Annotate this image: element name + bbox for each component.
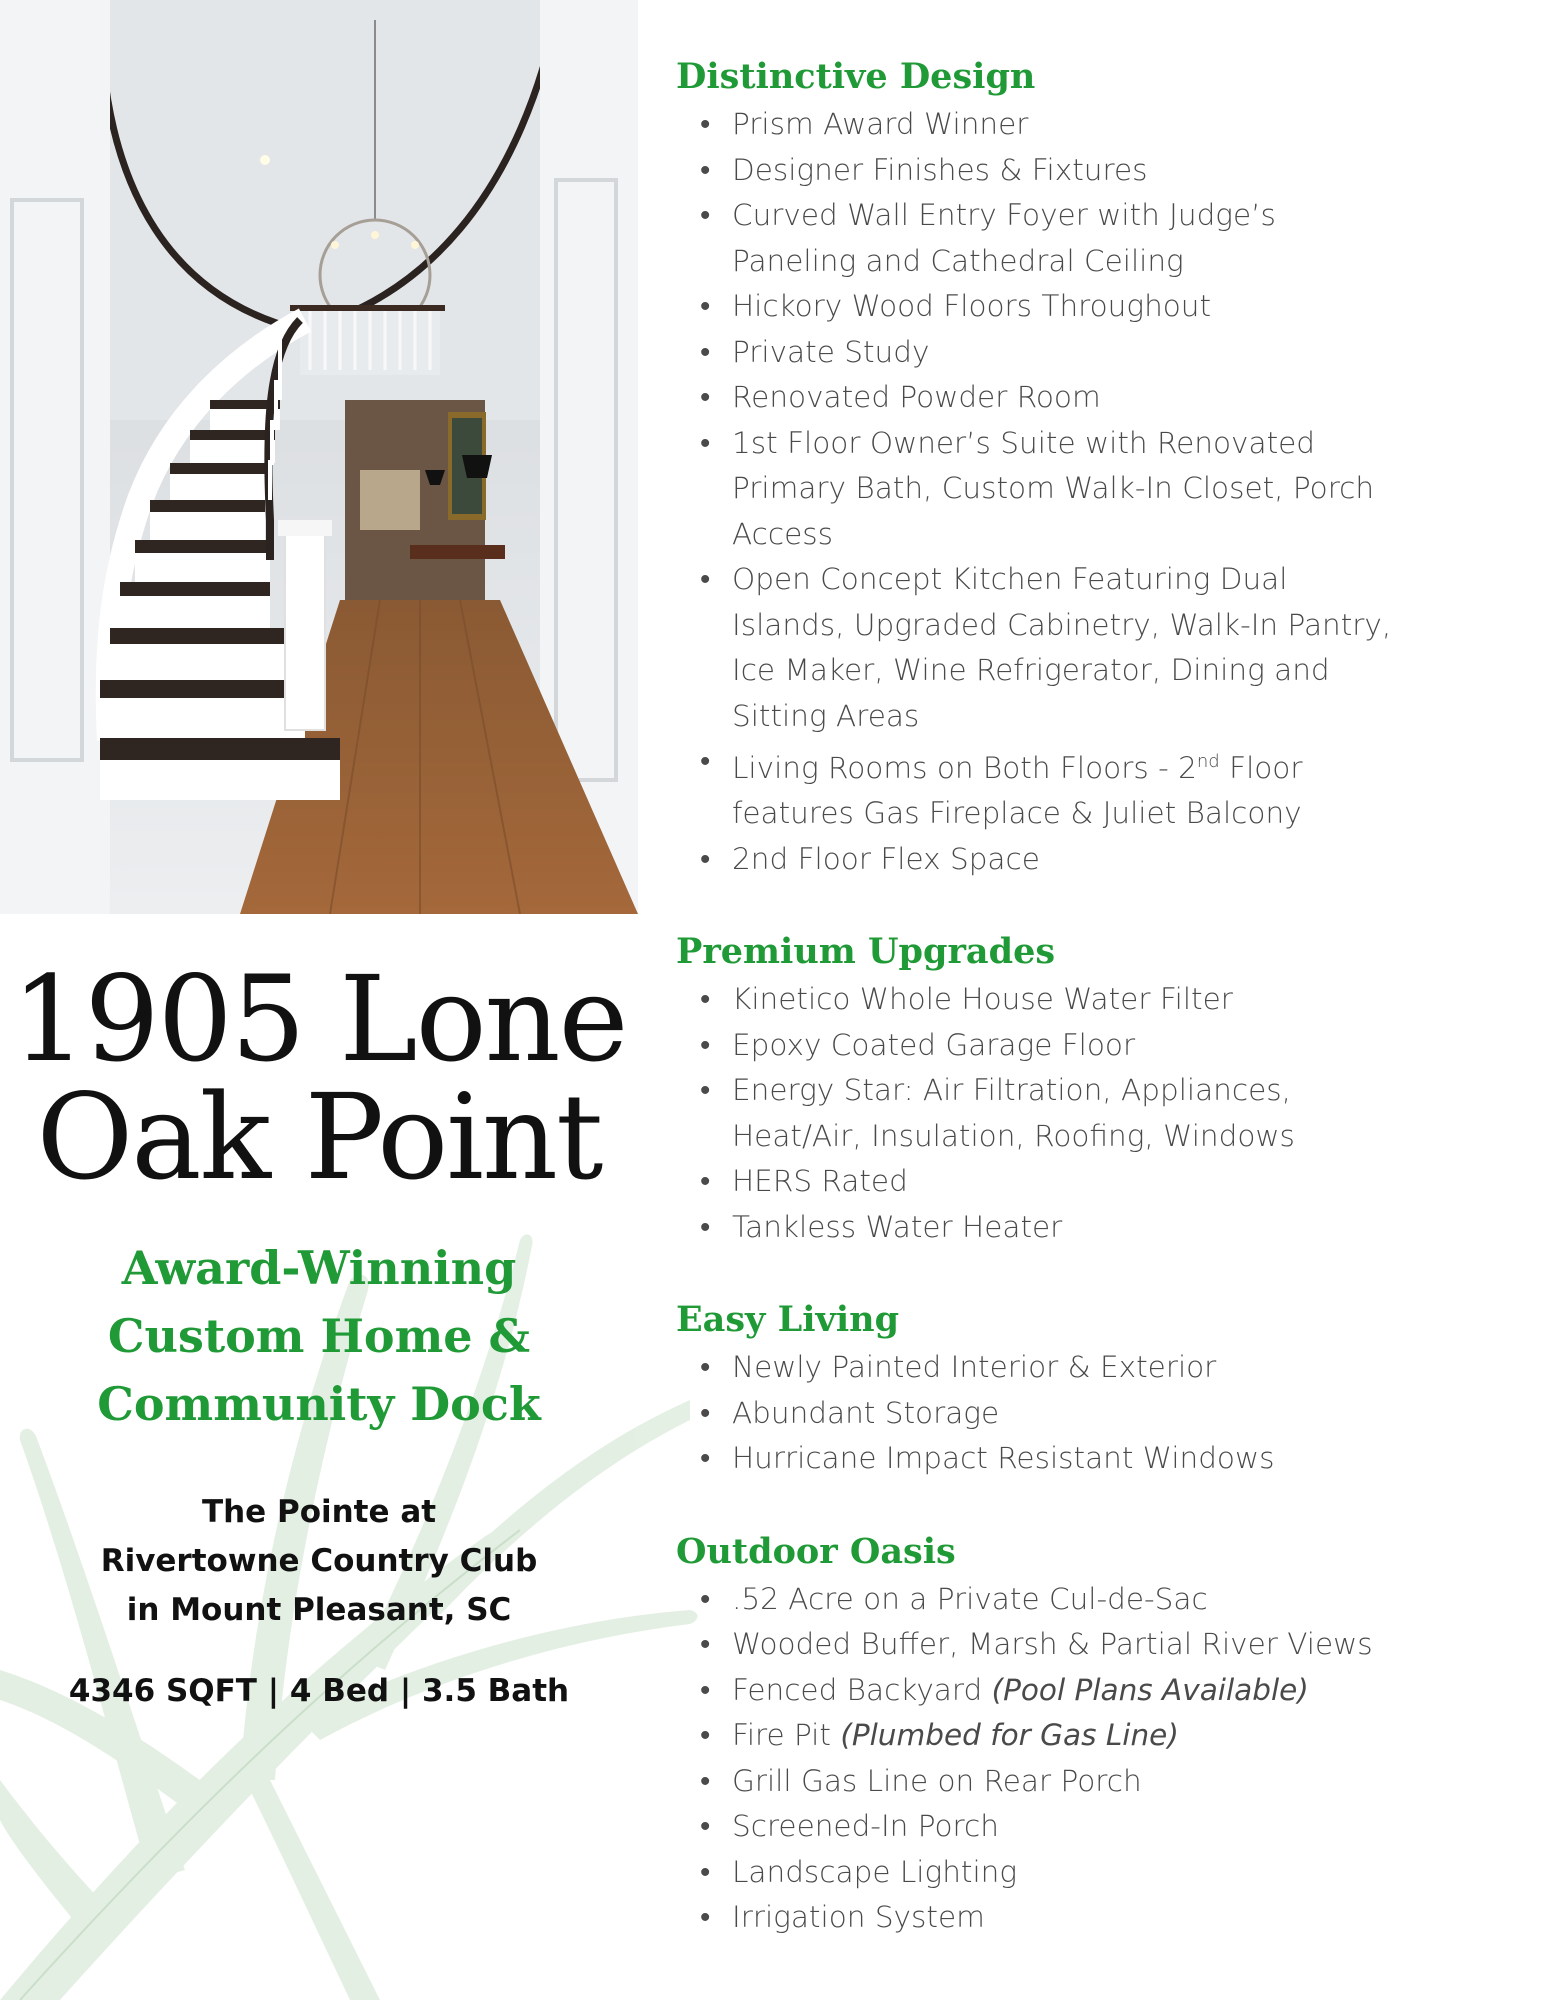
item-note: (Plumbed for Gas Line) — [840, 1718, 1179, 1753]
item-text: Ice Maker, Wine Refrigerator, Dining and — [732, 653, 1330, 687]
ordinal-suffix: nd — [1196, 751, 1220, 772]
location-line: in Mount Pleasant, SC — [126, 1592, 512, 1628]
section-heading: Premium Upgrades — [676, 931, 1056, 973]
list-item — [676, 1622, 1516, 1668]
list-item — [676, 1205, 1516, 1251]
item-text: Prism Award Winner — [732, 107, 1029, 141]
address-line-1: 1905 Lone — [11, 950, 627, 1088]
item-text: Hickory Wood Floors Throughout — [732, 289, 1212, 323]
list-item — [676, 837, 1516, 883]
item-text: Private Study — [732, 334, 930, 369]
item-text: Renovated Powder Room — [732, 380, 1101, 414]
bullet-icon: • — [700, 1718, 711, 1753]
list-item — [676, 375, 1516, 421]
property-address — [0, 950, 638, 1206]
list-item — [676, 1345, 1516, 1391]
bullet-icon: • — [700, 562, 711, 596]
item-text: Living Rooms on Both Floors - 2 — [732, 750, 1197, 785]
list-item — [676, 1850, 1516, 1896]
list-item — [676, 1577, 1516, 1623]
item-text: Islands, Upgraded Cabinetry, Walk-In Pantry, — [732, 607, 1392, 642]
section-heading: Distinctive Design — [676, 56, 1036, 97]
item-text: 1st Floor Owner’s Suite with Renovated — [732, 425, 1316, 460]
section-outdoor-oasis — [676, 1527, 1516, 1941]
item-text: Paneling and Cathedral Ceiling — [732, 243, 1184, 278]
item-text: Fenced Backyard — [732, 1672, 992, 1707]
item-text: Wooded Buffer, Marsh & Partial River Views — [732, 1627, 1373, 1662]
item-text: features Gas Fireplace & Juliet Balcony — [732, 796, 1302, 831]
location — [0, 1488, 638, 1635]
list-item — [676, 330, 1516, 376]
feature-list — [676, 1345, 1516, 1482]
bullet-icon: • — [700, 744, 711, 778]
bullet-icon: • — [700, 1627, 711, 1662]
bullet-icon: • — [700, 1763, 711, 1798]
tagline — [0, 1234, 638, 1438]
bullet-icon: • — [700, 1027, 711, 1062]
feature-list — [676, 1577, 1516, 1941]
section-heading: Easy Living — [676, 1299, 900, 1341]
list-item — [676, 1159, 1516, 1205]
bullet-icon: • — [700, 1581, 711, 1616]
list-item — [676, 1804, 1516, 1850]
item-text: Kinetico Whole House Water Filter — [732, 982, 1233, 1017]
feature-list — [676, 977, 1516, 1250]
list-item — [676, 1023, 1516, 1069]
bullet-icon: • — [700, 1854, 711, 1889]
feature-list — [676, 102, 1516, 882]
item-note: (Pool Plans Available) — [991, 1672, 1309, 1707]
item-text: Sitting Areas — [732, 698, 920, 733]
bullet-icon: • — [700, 289, 711, 323]
list-item — [676, 557, 1516, 739]
list-item — [676, 1713, 1516, 1759]
list-item — [676, 739, 1516, 837]
bullet-icon: • — [700, 1350, 711, 1385]
bullet-icon: • — [700, 1209, 711, 1244]
item-text: Abundant Storage — [732, 1395, 1000, 1430]
list-item — [676, 1895, 1516, 1941]
item-text: Epoxy Coated Garage Floor — [732, 1027, 1136, 1062]
bullet-icon: • — [700, 1672, 711, 1707]
bullet-icon: • — [700, 198, 711, 232]
item-text: HERS Rated — [732, 1164, 908, 1199]
list-item — [676, 102, 1516, 148]
item-text: Landscape Lighting — [732, 1854, 1018, 1889]
item-text: Access — [732, 516, 833, 551]
item-text: Heat/Air, Insulation, Roofing, Windows — [732, 1118, 1295, 1153]
item-text: .52 Acre on a Private Cul-de-Sac — [732, 1581, 1208, 1616]
item-text: Grill Gas Line on Rear Porch — [732, 1763, 1142, 1798]
bullet-icon: • — [700, 152, 711, 187]
bullet-icon: • — [700, 380, 711, 414]
item-text: Floor — [1219, 750, 1303, 785]
section-distinctive-design — [676, 52, 1516, 882]
bullet-icon: • — [700, 1395, 711, 1430]
section-premium-upgrades — [676, 927, 1516, 1250]
section-heading: Outdoor Oasis — [676, 1530, 956, 1572]
tagline-line: Community Dock — [97, 1377, 541, 1431]
item-text: 2nd Floor Flex Space — [732, 841, 1040, 876]
bullet-icon: • — [700, 1441, 711, 1476]
bullet-icon: • — [700, 982, 711, 1017]
bullet-icon: • — [700, 1164, 711, 1199]
list-item — [676, 1068, 1516, 1159]
item-text: Designer Finishes & Fixtures — [732, 152, 1148, 187]
item-text: Curved Wall Entry Foyer with Judge’s — [732, 198, 1276, 232]
list-item — [676, 1391, 1516, 1437]
property-stats: 4346 SQFT | 4 Bed | 3.5 Bath — [68, 1673, 570, 1709]
staircase-photo — [0, 0, 638, 914]
location-line: Rivertowne Country Club — [100, 1543, 538, 1579]
item-text: Hurricane Impact Resistant Windows — [732, 1441, 1275, 1476]
list-item — [676, 1668, 1516, 1714]
list-item — [676, 421, 1516, 558]
bullet-icon: • — [700, 107, 711, 141]
bullet-icon: • — [700, 1900, 711, 1935]
item-text: Energy Star: Air Filtration, Appliances, — [732, 1073, 1291, 1108]
location-line: The Pointe at — [201, 1494, 437, 1530]
tagline-line: Custom Home & — [107, 1309, 531, 1363]
list-item — [676, 148, 1516, 194]
item-text: Screened-In Porch — [732, 1809, 999, 1844]
list-item — [676, 284, 1516, 330]
bullet-icon: • — [700, 425, 711, 460]
item-text: Primary Bath, Custom Walk-In Closet, Porch — [732, 471, 1375, 505]
bullet-icon: • — [700, 1809, 711, 1844]
item-text: Irrigation System — [732, 1900, 985, 1935]
bullet-icon: • — [700, 841, 711, 876]
item-text: Fire Pit — [732, 1718, 841, 1753]
item-text: Open Concept Kitchen Featuring Dual — [732, 562, 1288, 596]
section-easy-living — [676, 1295, 1516, 1482]
list-item — [676, 1436, 1516, 1482]
item-text: Tankless Water Heater — [732, 1209, 1063, 1244]
features-column — [676, 52, 1516, 1986]
tagline-line: Award-Winning — [121, 1241, 517, 1295]
list-item — [676, 977, 1516, 1023]
bullet-icon: • — [700, 334, 711, 369]
item-text: Newly Painted Interior & Exterior — [732, 1350, 1217, 1385]
list-item — [676, 193, 1516, 284]
address-line-2: Oak Point — [36, 1068, 602, 1206]
title-block — [0, 950, 638, 1711]
list-item — [676, 1759, 1516, 1805]
bullet-icon: • — [700, 1073, 711, 1108]
